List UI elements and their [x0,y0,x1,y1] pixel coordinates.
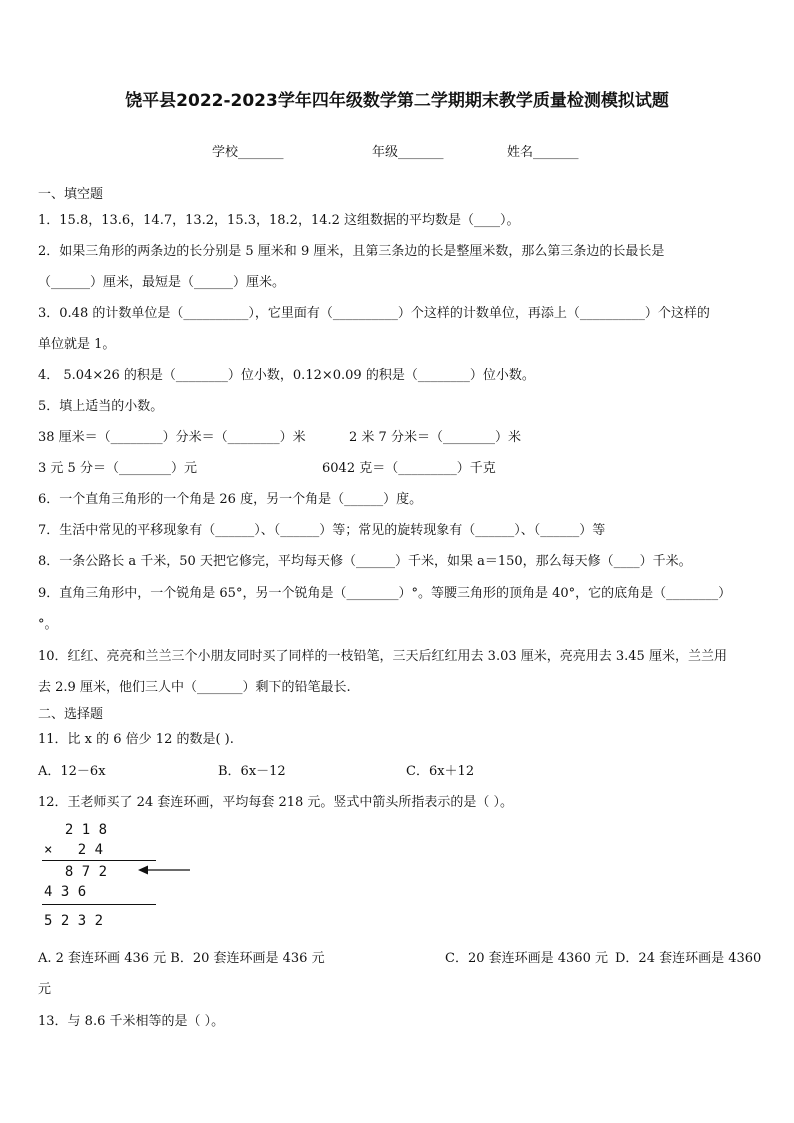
mult-row-partial-2: 4 3 6 [44,884,87,900]
mult-row-multiplier: × 2 4 [44,842,104,858]
mult-row-product: 5 2 3 2 [44,913,104,929]
mult-rule-2 [42,904,156,905]
page-title: 饶平县2022-2023学年四年级数学第二学期期末教学质量检测模拟试题 [125,91,669,111]
question-4: 4． 5.04×26 的积是（________）位小数，0.12×0.09 的积是（________）位小数。 [38,368,535,383]
student-info [0,141,794,159]
mult-row-partial-1: 8 7 2 [48,864,108,880]
question-1: 1．15.8，13.6，14.7，13.2，15.3，18.2，14.2 这组数据的平均数是（____）。 [38,213,520,228]
mult-rule-1 [42,860,156,861]
question-2-line2: （______）厘米，最短是（______）厘米。 [38,275,286,290]
option-12-c[interactable]: C．20 套连环画是 4360 元 [445,951,608,966]
question-9-line2: °。 [38,617,58,632]
option-12-d-cont: 元 [38,982,52,997]
option-11-b[interactable]: B．6x－12 [218,764,286,779]
option-11-a[interactable]: A．12－6x [38,764,106,779]
question-3-line1: 3．0.48 的计数单位是（__________），它里面有（__________）个这样的计数单位，再添上（__________）个这样的 [38,306,710,321]
question-5-part-c: 3 元 5 分＝（________）元 [38,461,197,476]
question-5: 5．填上适当的小数。 [38,399,164,414]
question-3-line2: 单位就是 1。 [38,337,116,352]
grade-field[interactable]: 年级_______ [372,145,444,160]
question-11: 11．比 x 的 6 倍少 12 的数是( ). [38,732,234,747]
section-heading-fill: 一、填空题 [38,187,104,202]
option-12-d[interactable]: D．24 套连环画是 4360 [615,951,762,966]
question-2-line1: 2．如果三角形的两条边的长分别是 5 厘米和 9 厘米，且第三条边的长是整厘米数，那么第三条边的长最长是 [38,244,665,259]
question-10-line2: 去 2.9 厘米，他们三人中（_______）剩下的铅笔最长. [38,680,351,695]
option-11-c[interactable]: C．6x＋12 [406,764,475,779]
school-field[interactable]: 学校_______ [212,145,284,160]
option-12-ab[interactable]: A. 2 套连环画 436 元 B．20 套连环画是 436 元 [38,951,325,966]
question-12: 12．王老师买了 24 套连环画，平均每套 218 元。竖式中箭头所指表示的是（ ）。 [38,795,514,810]
question-5-part-b: 2 米 7 分米＝（________）米 [349,430,521,445]
question-5-part-d: 6042 克＝（_________）千克 [322,461,496,476]
question-13: 13．与 8.6 千米相等的是（ ）。 [38,1014,225,1029]
question-7: 7．生活中常见的平移现象有（______）、（______）等；常见的旋转现象有（______）、（______）等 [38,523,606,538]
arrow-left-icon [138,863,192,877]
question-9-line1: 9．直角三角形中，一个锐角是 65°，另一个锐角是（________）°。等腰三角形的顶角是 40°，它的底角是（________） [38,586,732,601]
question-10-line1: 10．红红、亮亮和兰兰三个小朋友同时买了同样的一枝铅笔，三天后红红用去 3.03 厘米，亮亮用去 3.45 厘米，兰兰用 [38,649,727,664]
mult-row-multiplicand: 2 1 8 [48,822,108,838]
question-8: 8．一条公路长 a 千米，50 天把它修完，平均每天修（______）千米，如果 a＝150，那么每天修（____）千米。 [38,554,692,569]
question-6: 6．一个直角三角形的一个角是 26 度，另一个角是（______）度。 [38,492,423,507]
section-heading-choice: 二、选择题 [38,707,104,722]
question-5-part-a: 38 厘米＝（________）分米＝（________）米 [38,430,306,445]
name-field[interactable]: 姓名_______ [507,145,579,160]
